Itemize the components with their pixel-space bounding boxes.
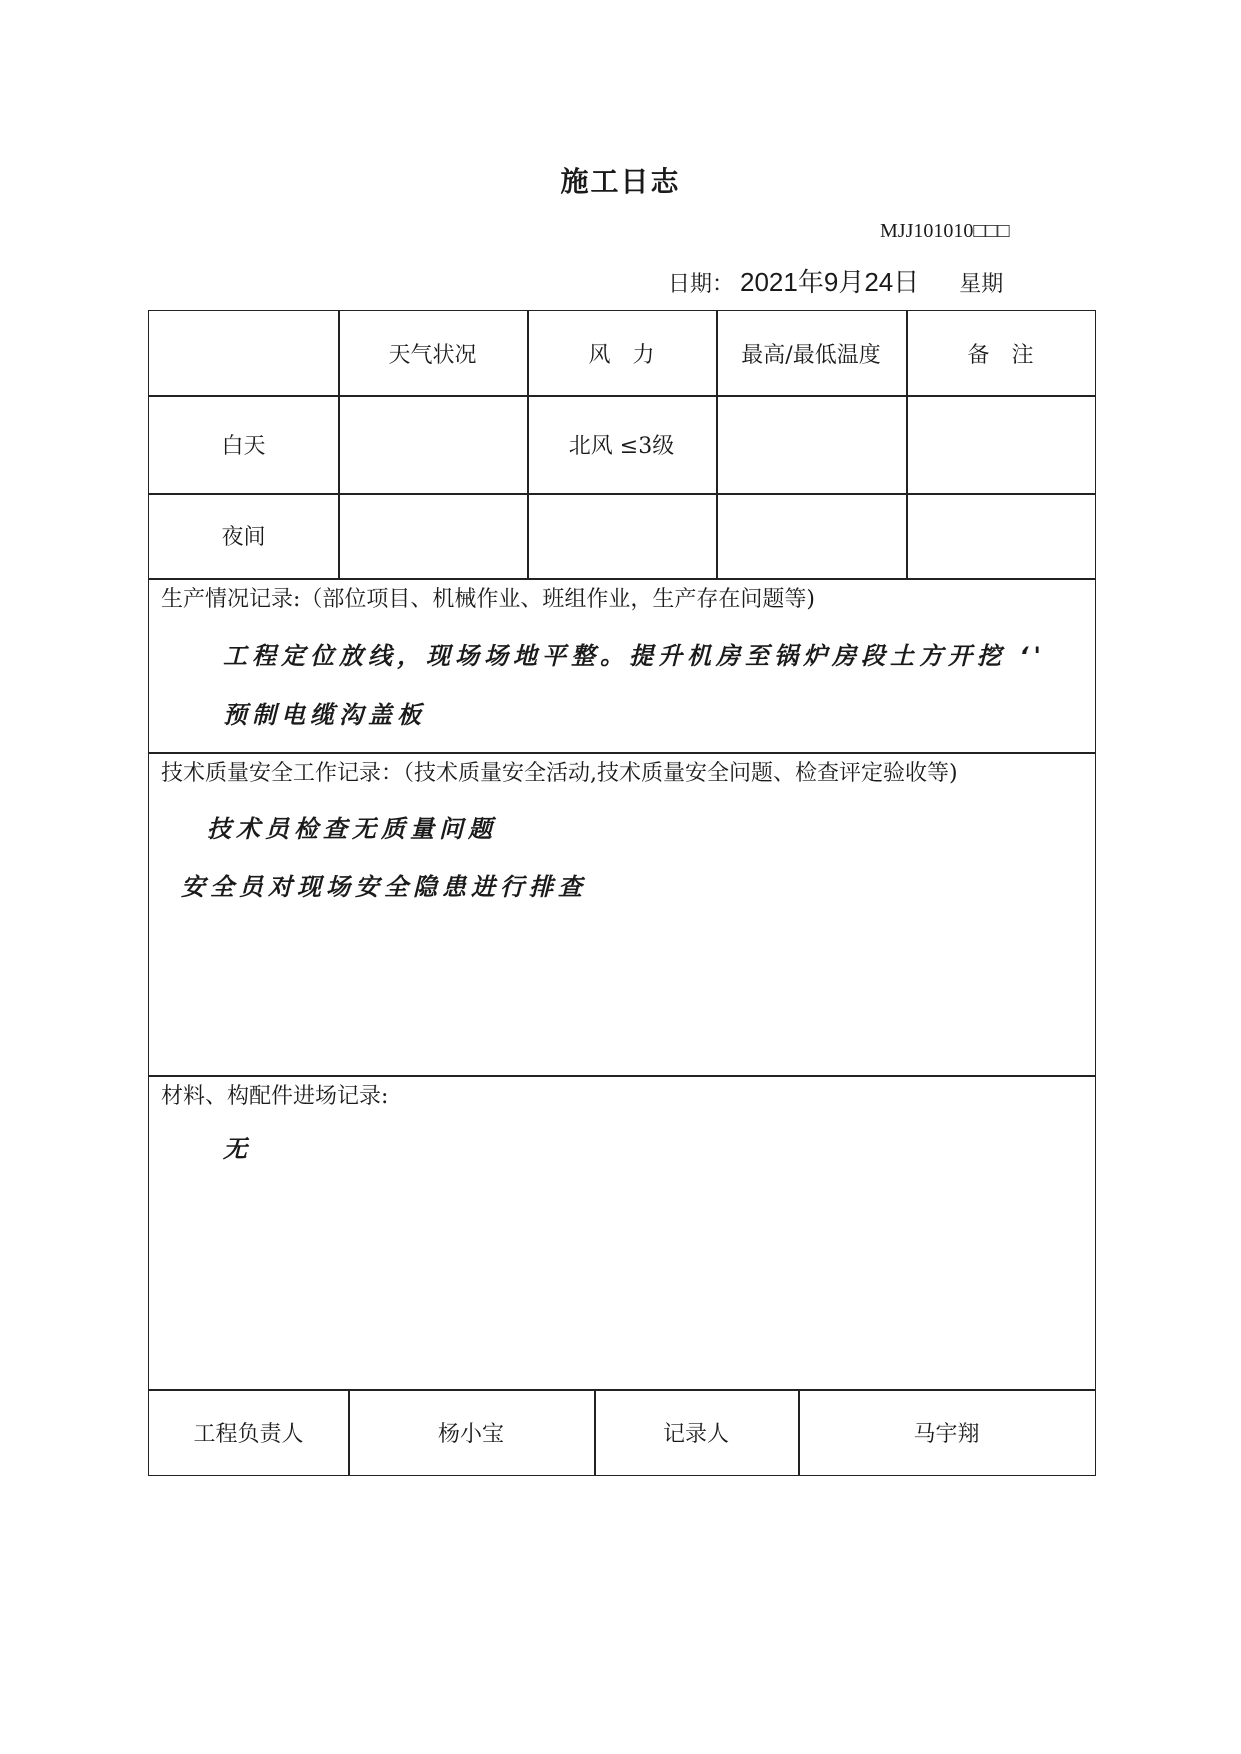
header-remarks: 备 注	[967, 342, 1034, 368]
quality-safety-label: 技术质量安全工作记录：（技术质量安全活动,技术质量安全问题、检查评定验收等)	[161, 761, 958, 786]
daytime-temperature	[716, 395, 906, 493]
night-remarks	[906, 493, 1095, 578]
header-weather: 天气状况	[388, 342, 477, 368]
materials-record-label: 材料、构配件进场记录:	[161, 1084, 389, 1109]
night-weather	[338, 493, 527, 578]
date-line	[668, 262, 1003, 299]
row-divider	[149, 752, 1095, 754]
recorder-label: 记录人	[662, 1421, 729, 1447]
materials-entry-1: 无	[223, 1135, 252, 1163]
date-label: 日期：	[668, 272, 735, 297]
production-entry-2: 预制电缆沟盖板	[223, 701, 426, 729]
row-label-night: 夜间	[221, 525, 266, 550]
row-label-daytime: 白天	[221, 433, 266, 459]
daytime-weather	[338, 395, 527, 493]
weekday-label: 星期	[959, 272, 1004, 297]
recorder-name: 马宇翔	[913, 1421, 980, 1447]
page-title: 施工日志	[560, 165, 681, 198]
header-cell-blank	[149, 311, 338, 395]
row-divider	[149, 578, 1095, 580]
project-lead-name: 杨小宝	[437, 1421, 504, 1447]
row-divider	[149, 1075, 1095, 1077]
project-lead-label: 工程负责人	[193, 1421, 304, 1447]
header-temperature: 最高/最低温度	[741, 342, 881, 368]
header-wind: 风 力	[588, 342, 655, 368]
night-wind	[527, 493, 716, 578]
production-record-label: 生产情况记录:（部位项目、机械作业、班组作业，生产存在问题等)	[161, 587, 815, 612]
daytime-wind: 北风 ≤3级	[568, 433, 675, 459]
production-entry-1: 工程定位放线，现场场地平整。提升机房至锅炉房段土方开挖 ‘'	[223, 642, 1046, 670]
night-temperature	[716, 493, 906, 578]
date-value: 2021年9月24日	[740, 267, 920, 297]
quality-safety-entry-1: 技术员检查无质量问题	[207, 815, 497, 843]
quality-safety-entry-2: 安全员对现场安全隐患进行排查	[181, 873, 587, 901]
construction-log-table	[148, 310, 1096, 1476]
document-number: MJJ101010□□□	[880, 220, 1010, 242]
daytime-remarks	[906, 395, 1095, 493]
